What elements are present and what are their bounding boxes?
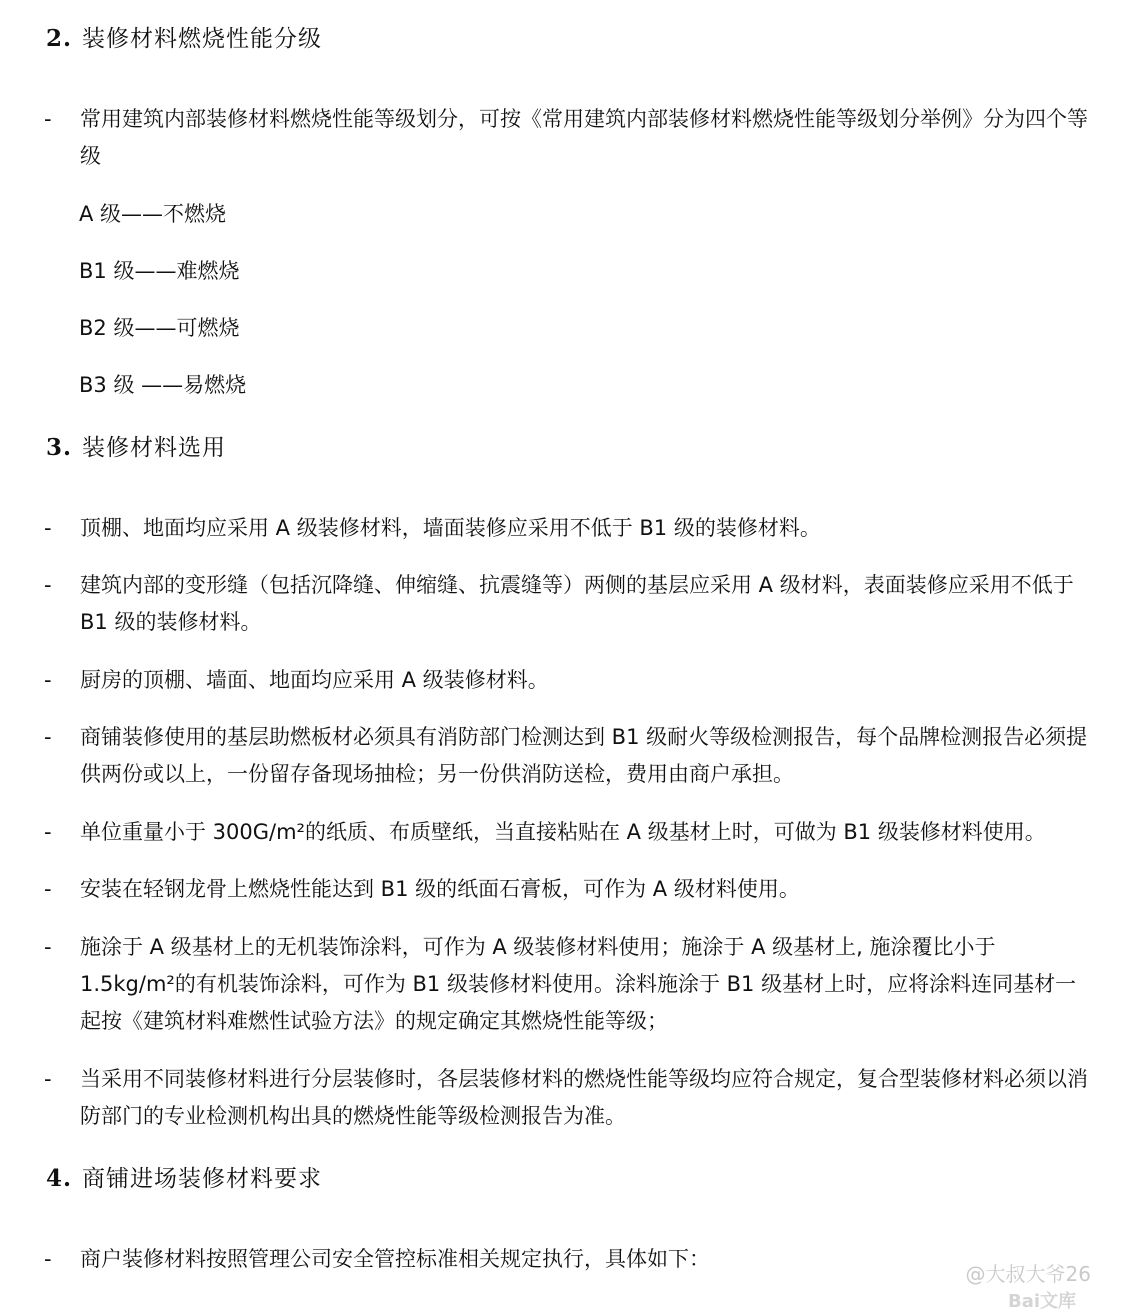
- section-heading-3: [46, 429, 226, 462]
- list-item-text: 安装在轻钢龙骨上燃烧性能达到 B1 级的纸面石膏板，可作为 A 级材料使用。: [80, 877, 800, 901]
- watermark-author: @大叔大爷26: [965, 1262, 1091, 1286]
- bullet-dash: -: [44, 820, 52, 844]
- list-item-text: 建筑内部的变形缝（包括沉降缝、伸缩缝、抗震缝等）两侧的基层应采用 A 级材料，表面装修应采用不低于 B1 级的装修材料。: [80, 573, 1074, 634]
- bullet-dash: -: [44, 516, 52, 540]
- section-number: 2.: [46, 25, 73, 52]
- list-item: [40, 719, 1090, 793]
- bullet-dash: -: [44, 877, 52, 901]
- grade-line-b3: B3 级 ——易燃烧: [79, 373, 247, 397]
- section-number: 4.: [46, 1165, 73, 1192]
- bullet-dash: -: [44, 668, 52, 692]
- list-item-text: 常用建筑内部装修材料燃烧性能等级划分，可按《常用建筑内部装修材料燃烧性能等级划分举例》分为四个等级: [80, 107, 1088, 168]
- section-title: 商铺进场装修材料要求: [82, 1166, 322, 1192]
- list-item: [40, 1061, 1090, 1135]
- bullet-dash: -: [44, 1067, 52, 1091]
- list-item-text: 顶棚、地面均应采用 A 级装修材料，墙面装修应采用不低于 B1 级的装修材料。: [80, 516, 821, 540]
- list-item: [40, 101, 1090, 175]
- list-item-text: 当采用不同装修材料进行分层装修时，各层装修材料的燃烧性能等级均应符合规定，复合型装修材料必须以消防部门的专业检测机构出具的燃烧性能等级检测报告为准。: [80, 1067, 1088, 1128]
- section-title: 装修材料燃烧性能分级: [82, 26, 322, 52]
- section-heading-4: [46, 1160, 322, 1193]
- list-item: [40, 814, 1090, 851]
- section-title: 装修材料选用: [82, 435, 226, 461]
- list-item: [40, 929, 1090, 1040]
- section-heading-2: [46, 20, 322, 53]
- list-item-text: 厨房的顶棚、墙面、地面均应采用 A 级装修材料。: [80, 668, 549, 692]
- bullet-dash: -: [44, 725, 52, 749]
- bullet-dash: -: [44, 107, 52, 131]
- grade-line-b1: B1 级——难燃烧: [79, 259, 240, 283]
- list-item-text: 商铺装修使用的基层助燃板材必须具有消防部门检测达到 B1 级耐火等级检测报告，每个品牌检测报告必须提供两份或以上，一份留存备现场抽检；另一份供消防送检，费用由商户承担。: [80, 725, 1088, 786]
- bullet-dash: -: [44, 935, 52, 959]
- section-number: 3.: [46, 434, 73, 461]
- grade-line-b2: B2 级——可燃烧: [79, 316, 240, 340]
- list-item-text: 施涂于 A 级基材上的无机装饰涂料，可作为 A 级装修材料使用；施涂于 A 级基材上, 施涂覆比小于 1.5kg/m²的有机装饰涂料，可作为 B1 级装修材料使用。涂料施涂于 B1 级基材上时，应将涂料连同基材一起按《建筑材料难燃性试验方法》的规定确定其燃烧性能等级；: [80, 935, 1077, 1033]
- list-item: [40, 567, 1090, 641]
- list-item: [40, 662, 1090, 699]
- grade-line-a: A 级——不燃烧: [79, 202, 227, 226]
- list-item: [40, 510, 1090, 547]
- bullet-dash: -: [44, 573, 52, 597]
- list-item: [40, 1241, 1090, 1278]
- bullet-dash: -: [44, 1247, 52, 1271]
- list-item-text: 商户装修材料按照管理公司安全管控标准相关规定执行，具体如下：: [80, 1247, 710, 1271]
- list-item: [40, 871, 1090, 908]
- list-item-text: 单位重量小于 300G/m²的纸质、布质壁纸，当直接粘贴在 A 级基材上时，可做为 B1 级装修材料使用。: [80, 820, 1046, 844]
- watermark-logo: Bai文库: [1008, 1291, 1077, 1312]
